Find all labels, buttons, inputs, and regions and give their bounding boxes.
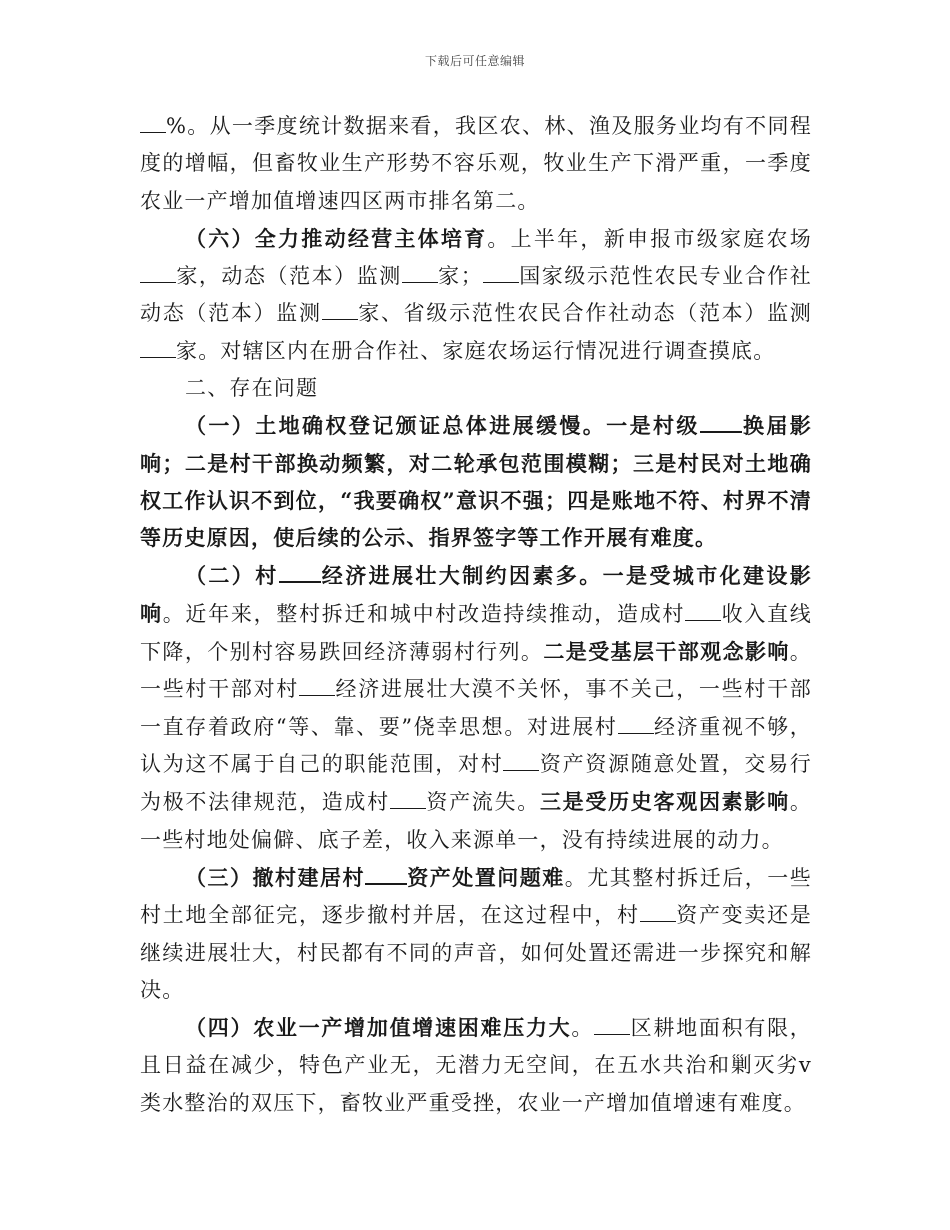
section-title: （六）全力推动经营主体培育 <box>185 225 488 251</box>
fill-blank <box>365 865 407 885</box>
section-title: （三）撤村建居村 <box>185 864 365 890</box>
paragraph-text: 。上半年，新申报市级家庭农场 <box>487 226 812 251</box>
fill-blank <box>640 903 676 922</box>
paragraph-text: 。一些村干部对村 <box>140 640 812 702</box>
paragraph-text: 区耕地面积有限，且日益在减少，特色产业无，无潜力无空间，在五水共治和剿灭劣ⅴ类水整治的双压下，畜牧业严重受挫，农业一产增加值增速有难度。 <box>140 1016 812 1115</box>
emphasis-text: 三是受历史客观因素影响 <box>539 789 790 815</box>
paragraph-text: 换届影响；二是村干部换动频繁，对二轮承包范围模糊；三是村民对土地确权工作认识不到位，“我要确权”意识不强；四是账地不符、村界不清等历史原因，使后续的公示、指界签字等工作开展有难度。 <box>140 413 812 551</box>
paragraph-text: 经济进展壮大漠不关怀，事不关己，一些村干部一直存着政府“等、靠、要”侥幸思想。对进展村 <box>140 677 812 739</box>
emphasis-text: 二是受基层干部观念影响 <box>543 639 790 665</box>
paragraph-text: 。近年来，整村拆迁和城中村改造持续推动，造成村 <box>162 601 686 626</box>
paragraph-growth-summary <box>140 108 812 220</box>
fill-blank <box>618 715 654 734</box>
section-title: 经济进展壮大制约因素多。一是受城市化建设影响 <box>140 562 812 626</box>
paragraph-text: 家、省级示范性农民合作社动态（范本）监测 <box>357 301 812 326</box>
paragraph-text: 资产流失。 <box>425 790 540 815</box>
fill-blank <box>322 301 358 320</box>
paragraph-text: 经济重视不够，认为这不属于自己的职能范围，对村 <box>140 714 813 777</box>
fill-blank <box>299 677 335 696</box>
section-title: 资产处置问题难 <box>407 864 565 890</box>
fill-blank <box>483 264 519 283</box>
paragraph-text: 收入直线下降，个别村容易跌回经济薄弱村行列。 <box>140 601 812 665</box>
document-body <box>140 108 812 1122</box>
fill-blank <box>685 602 721 621</box>
paragraph-text: 家。对辖区内在册合作社、家庭农场运行情况进行调查摸底。 <box>176 338 776 363</box>
paragraph-section-6 <box>140 220 812 370</box>
fill-blank <box>140 339 176 358</box>
fill-blank <box>594 1016 630 1035</box>
fill-blank <box>390 790 426 809</box>
paragraph-text: 资产变卖还是继续进展壮大，村民都有不同的声音，如何处置还需进一步探究和解决。 <box>140 903 813 1002</box>
fill-blank <box>700 413 742 433</box>
paragraph-problem-2 <box>140 557 812 859</box>
fill-blank <box>140 114 166 133</box>
fill-blank <box>279 563 321 583</box>
paragraph-text: 国家级示范性农民专业合作社动态（范本）监测 <box>140 264 812 326</box>
paragraph-text: 家； <box>437 264 483 289</box>
section-title: （四）农业一产增加值增速困难压力大 <box>185 1015 572 1041</box>
section-title: （二）村 <box>185 562 279 588</box>
paragraph-text: 资产资源随意处置，交易行为极不法律规范，造成村 <box>140 752 812 815</box>
paragraph-text: 。一些村地处偏僻、底子差，收入来源单一，没有持续进展的动力。 <box>140 790 813 852</box>
fill-blank <box>503 752 539 771</box>
fill-blank <box>140 264 176 283</box>
paragraph-text: %。从一季度统计数据来看，我区农、林、渔及服务业均有不同程度的增幅，但畜牧业生产形势不容乐观，牧业生产下滑严重，一季度农业一产增加值增速四区两市排名第二。 <box>140 114 812 213</box>
paragraph-text: （一）土地确权登记颁证总体进展缓慢。一是村级 <box>185 413 700 439</box>
paragraph-text: 。尤其整村拆迁后，一些村土地全部征完，逐步撤村并居，在这过程中，村 <box>140 865 812 928</box>
paragraph-text: 家，动态（范本）监测 <box>176 264 402 289</box>
fill-blank <box>402 264 438 283</box>
paragraph-problem-1 <box>140 407 812 556</box>
section-heading-problems <box>140 370 812 407</box>
heading-text: 二、存在问题 <box>185 376 319 401</box>
paragraph-text: 。 <box>571 1016 595 1041</box>
paragraph-problem-4 <box>140 1009 812 1122</box>
page-header: 下载后可任意编辑 <box>424 54 525 68</box>
paragraph-problem-3 <box>140 859 812 1009</box>
